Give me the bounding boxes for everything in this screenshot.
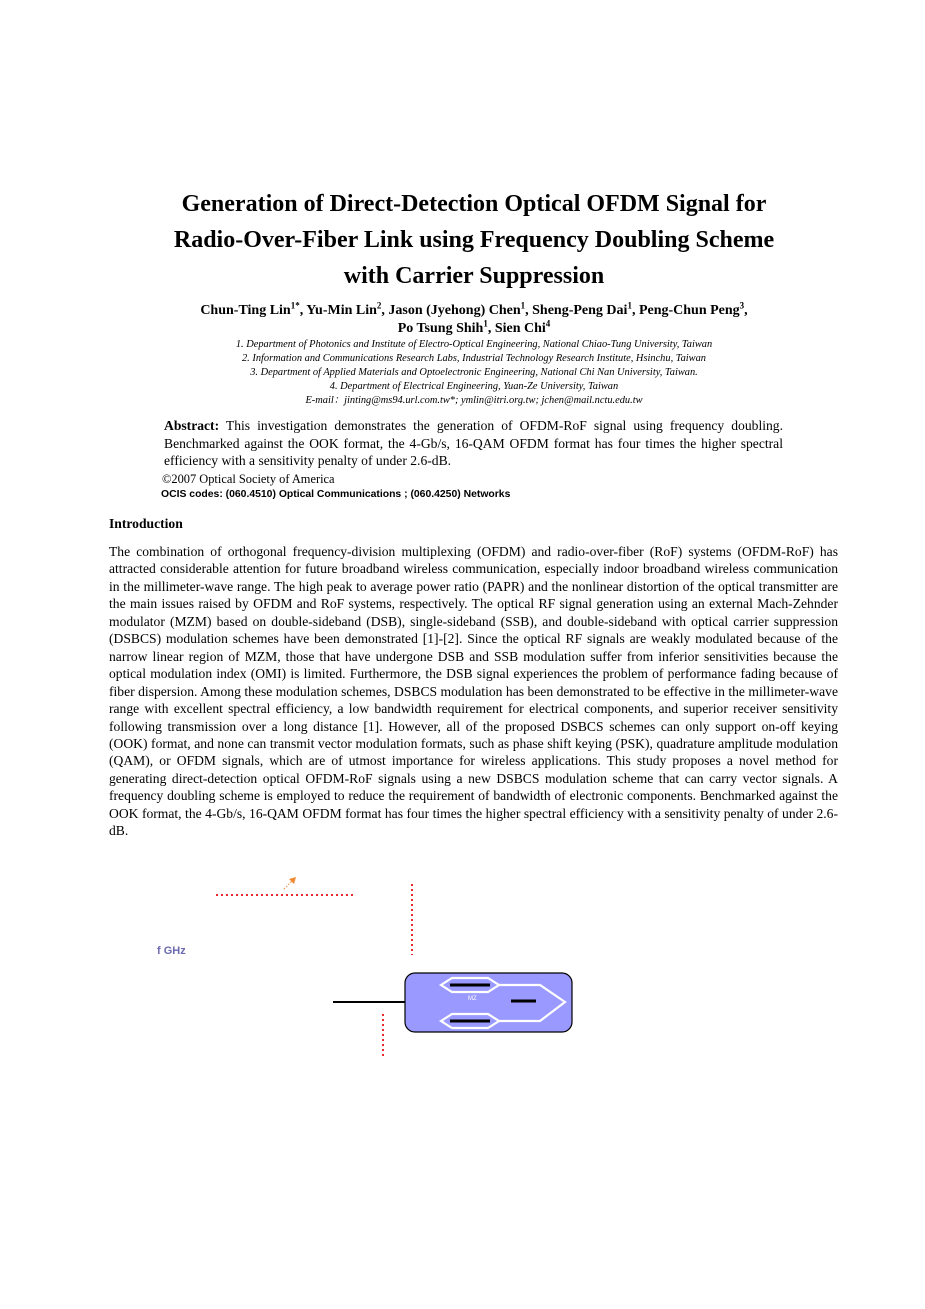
abstract-text: This investigation demonstrates the generation of OFDM-RoF signal using frequency doubling. Benchmarked against the OOK format, the 4-Gb/s, 16-QAM OFDM format has four times the higher spectral efficiency with a sensitivity penalty of under 2.6-dB.: [164, 418, 783, 468]
author-name: Po Tsung Shih: [397, 321, 484, 336]
author-affil-mark: 2: [376, 300, 382, 311]
author-name: Sien Chi: [494, 321, 546, 336]
arrow-head-icon: [289, 877, 296, 884]
author-name: Yu-Min Lin: [306, 303, 377, 318]
author-affil-mark: 3: [739, 300, 745, 311]
author-affil-mark: 1*: [290, 300, 300, 311]
abstract-label: Abstract:: [164, 418, 220, 433]
author-name: Jason (Jyehong) Chen: [388, 303, 521, 318]
copyright: ©2007 Optical Society of America: [162, 472, 335, 486]
ocis-codes: OCIS codes: (060.4510) Optical Communications ; (060.4250) Networks: [161, 489, 511, 500]
title-line: with Carrier Suppression: [343, 263, 605, 289]
affiliation: 2. Information and Communications Research Labs, Industrial Technology Research Institute, Hsinchu, Taiwan: [241, 353, 706, 364]
author-name: Peng-Chun Peng: [638, 303, 740, 318]
title-line: Generation of Direct-Detection Optical OFDM Signal for: [181, 191, 767, 217]
title-line: Radio-Over-Fiber Link using Frequency Doubling Scheme: [173, 227, 775, 253]
setup-figure: [0, 860, 925, 1080]
frequency-label: f GHz: [157, 945, 186, 957]
abstract: [164, 417, 783, 470]
affiliation-list: [100, 338, 848, 408]
author-name: Sheng-Peng Dai: [532, 303, 628, 318]
author-name: Chun-Ting Lin: [200, 303, 291, 318]
affiliation: 1. Department of Photonics and Institute of Electro-Optical Engineering, National Chiao-Tung University, Taiwan: [235, 339, 713, 350]
author-affil-mark: 1: [483, 318, 488, 329]
author-affil-mark: 4: [545, 318, 551, 329]
paper-title: [100, 186, 848, 294]
affiliation: 4. Department of Electrical Engineering, Yuan-Ze University, Taiwan: [329, 381, 619, 392]
introduction-paragraph: The combination of orthogonal frequency-division multiplexing (OFDM) and radio-over-fiber (RoF) systems (OFDM-RoF) has attracted considerable attention for future broadband wireless communication, especially indoor broadband wireless communication in the millimeter-wave range. The high peak to average power ratio (PAPR) and the nonlinear distortion of the optical transmitter are the main issues raised by OFDM and RoF systems, respectively. The optical RF signal generation using an external Mach-Zehnder modulator (MZM) based on double-sideband (DSB), single-sideband (SSB), and double-sideband with optical carrier suppression (DSBCS) modulation schemes have been demonstrated [1]-[2]. Since the optical RF signals are weakly modulated because of the narrow linear region of MZM, those that have undergone DSB and SSB modulation suffer from inferior sensitivities because the optical modulation index (OMI) is limited. Furthermore, the DSB signal experiences the problem of performance fading because of fiber dispersion. Among these modulation schemes, DSBCS modulation has been demonstrated to be effective in the millimeter-wave range with excellent spectral efficiency, a low bandwidth requirement for electrical components, and superior receiver sensitivity following transmission over a long distance [1]. However, all of the proposed DSBCS schemes can only support on-off keying (OOK) format, and none can transmit vector modulation formats, such as phase shift keying (PSK), quadrature amplitude modulation (QAM), or OFDM signals, which are of utmost importance for wireless applications. This study proposes a novel method for generating direct-detection optical OFDM-RoF signals using a new DSBCS modulation scheme that can carry vector signals. A frequency doubling scheme is employed to reduce the requirement of bandwidth of electronic components. Benchmarked against the OOK format, the 4-Gb/s, 16-QAM OFDM format has four times the higher spectral efficiency with a sensitivity penalty of under 2.6-dB.: [109, 544, 838, 839]
modulator-label: MZ: [468, 996, 477, 1002]
author-list: Chun-Ting Lin$^{1*}$, Yu-Min Lin$^2$, Jason (Jyehong) Chen$^1$, Sheng-Peng Dai$^1$, Peng-Chun Peng$^3$, Po Tsung Shih$^1$, Sien Chi$^4$: [200, 300, 748, 336]
contact-email: E-mail：jinting@ms94.url.com.tw*; ymlin@itri.org.tw; jchen@mail.nctu.edu.tw: [305, 395, 643, 406]
section-heading: Introduction: [109, 516, 183, 531]
mach-zehnder-modulator: [405, 973, 572, 1032]
affiliation: 3. Department of Applied Materials and Optoelectronic Engineering, National Chi Nan University, Taiwan.: [250, 367, 698, 378]
author-affil-mark: 1: [627, 300, 632, 311]
author-affil-mark: 1: [520, 300, 526, 311]
